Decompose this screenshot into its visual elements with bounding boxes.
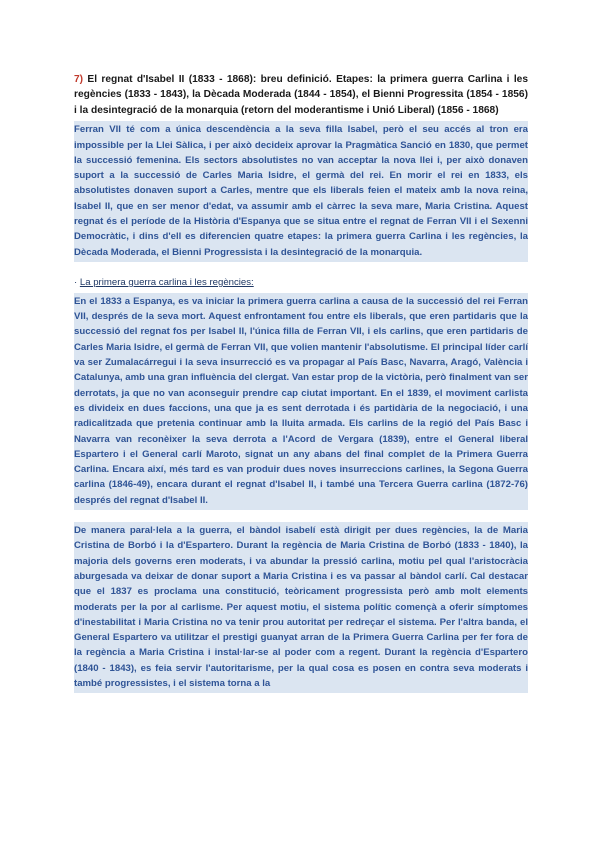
question-heading [74, 72, 528, 118]
regencies-paragraph: De manera paral·lela a la guerra, el bàndol isabelí està dirigit per dues regències, la de Maria Cristina de Borbó i la d'Espartero. Durant la regència de Maria Cristina de Borbó (1833 - 1840), la majoria dels governs eren moderats, i va abundar la pressió carlina, motiu pel qual l'aristocràcia aburgesada va deixar de donar suport a Maria Cristina i es va passar al bàndol carlí. Cal destacar que el 1837 es proclama una constitució, teòricament progressista però amb molt elements moderats per la por al carlisme. Per aquest motiu, el sistema polític començà a oferir símptomes d'inestabilitat i Maria Cristina no va tenir prou autoritat per redreçar el sistema. Per l'altra banda, el General Espartero va utilitzar el prestigi guanyat arran de la Primera Guerra Carlina per fer fora de la regència a Maria Cristina i instal·lar-se al poder com a regent. Durant la regència d'Espartero (1840 - 1843), es feia servir l'autoritarisme, per la qual cosa es posen en contra seva moderats i també progressistes, i el sistema torna a la [74, 522, 528, 693]
section-title-first-carlist-war [74, 275, 528, 290]
question-number: 7) [74, 74, 84, 85]
intro-paragraph: Ferran VII té com a única descendència a la seva filla Isabel, però el seu accés al tron era impossible per la Llei Sàlica, i per això decideix aprovar la Pragmàtica Sanció en 1830, que permet la successió femenina. Els sectors absolutistes no van acceptar la nova llei i, per això donaven suport a la successió de Carles Maria Isidre, el germà del rei. En morir el rei en 1833, els absolutistes donaven suport a Carles, mentre que els liberals feien el mateix amb la nova reina, Isabel II, que en ser menor d'edat, va assumir amb el càrrec la seva mare, Maria Cristina. Aquest regnat és el període de la Història d'Espanya que se situa entre el regnat de Ferran VII i el Sexenni Democràtic, i dins d'ell es diferencien quatre etapes: la primera guerra Carlina i les regències, la Dècada Moderada, el Bienni Progressista i la desintegració de la monarquia. [74, 121, 528, 262]
question-heading-text: El regnat d'Isabel II (1833 - 1868): breu definició. Etapes: la primera guerra Carlina i les regències (1833 - 1843), la Dècada Moderada (1844 - 1854), el Bienni Progressita (1854 - 1856) i la desintegració de la monarquia (retorn del moderantisme i Unió Liberal) (1856 - 1868) [74, 74, 528, 116]
section-title-text: La primera guerra carlina i les regències: [79, 276, 254, 288]
carlist-war-paragraph: En el 1833 a Espanya, es va iniciar la primera guerra carlina a causa de la successió del rei Ferran VII, després de la seva mort. Aquest enfrontament fou entre els liberals, que eren partidaris que la successió del regnat fos per Isabel II, l'única filla de Ferran VII, i els carlins, que eren partidaris de Carles Maria Isidre, el germà de Ferran VII, que volien mantenir l'absolutisme. El principal líder carlí va ser Zumalacárregui i la seva insurrecció es va propagar al País Basc, Navarra, Aragó, València i Catalunya, amb una gran influència del clergat. Van estar prop de la victòria, però finalment van ser derrotats, ja que no van aconseguir prendre cap ciutat important. En el 1839, el moviment carlista es divideix en dues faccions, una que ja es sent derrotada i és partidària de la negociació, i una radicalitzada que pretenia continuar amb la lluita armada. Els carlins de la regió del País Basc i Navarra van reconèixer la seva derrota a l'Acord de Vergara (1839), entre el General liberal Espartero i el General carlí Maroto, signat un any abans del final complet de la Primera Guerra Carlina. Encara així, més tard es van produir dues noves insurreccions carlines, la Segona Guerra carlina (1846-49), encara durant el regnat d'Isabel II, i també una Tercera Guerra carlina (1872-76) després del regnat d'Isabel II. [74, 293, 528, 510]
paragraph-spacer [74, 510, 528, 522]
section-bullet: · [74, 276, 80, 288]
